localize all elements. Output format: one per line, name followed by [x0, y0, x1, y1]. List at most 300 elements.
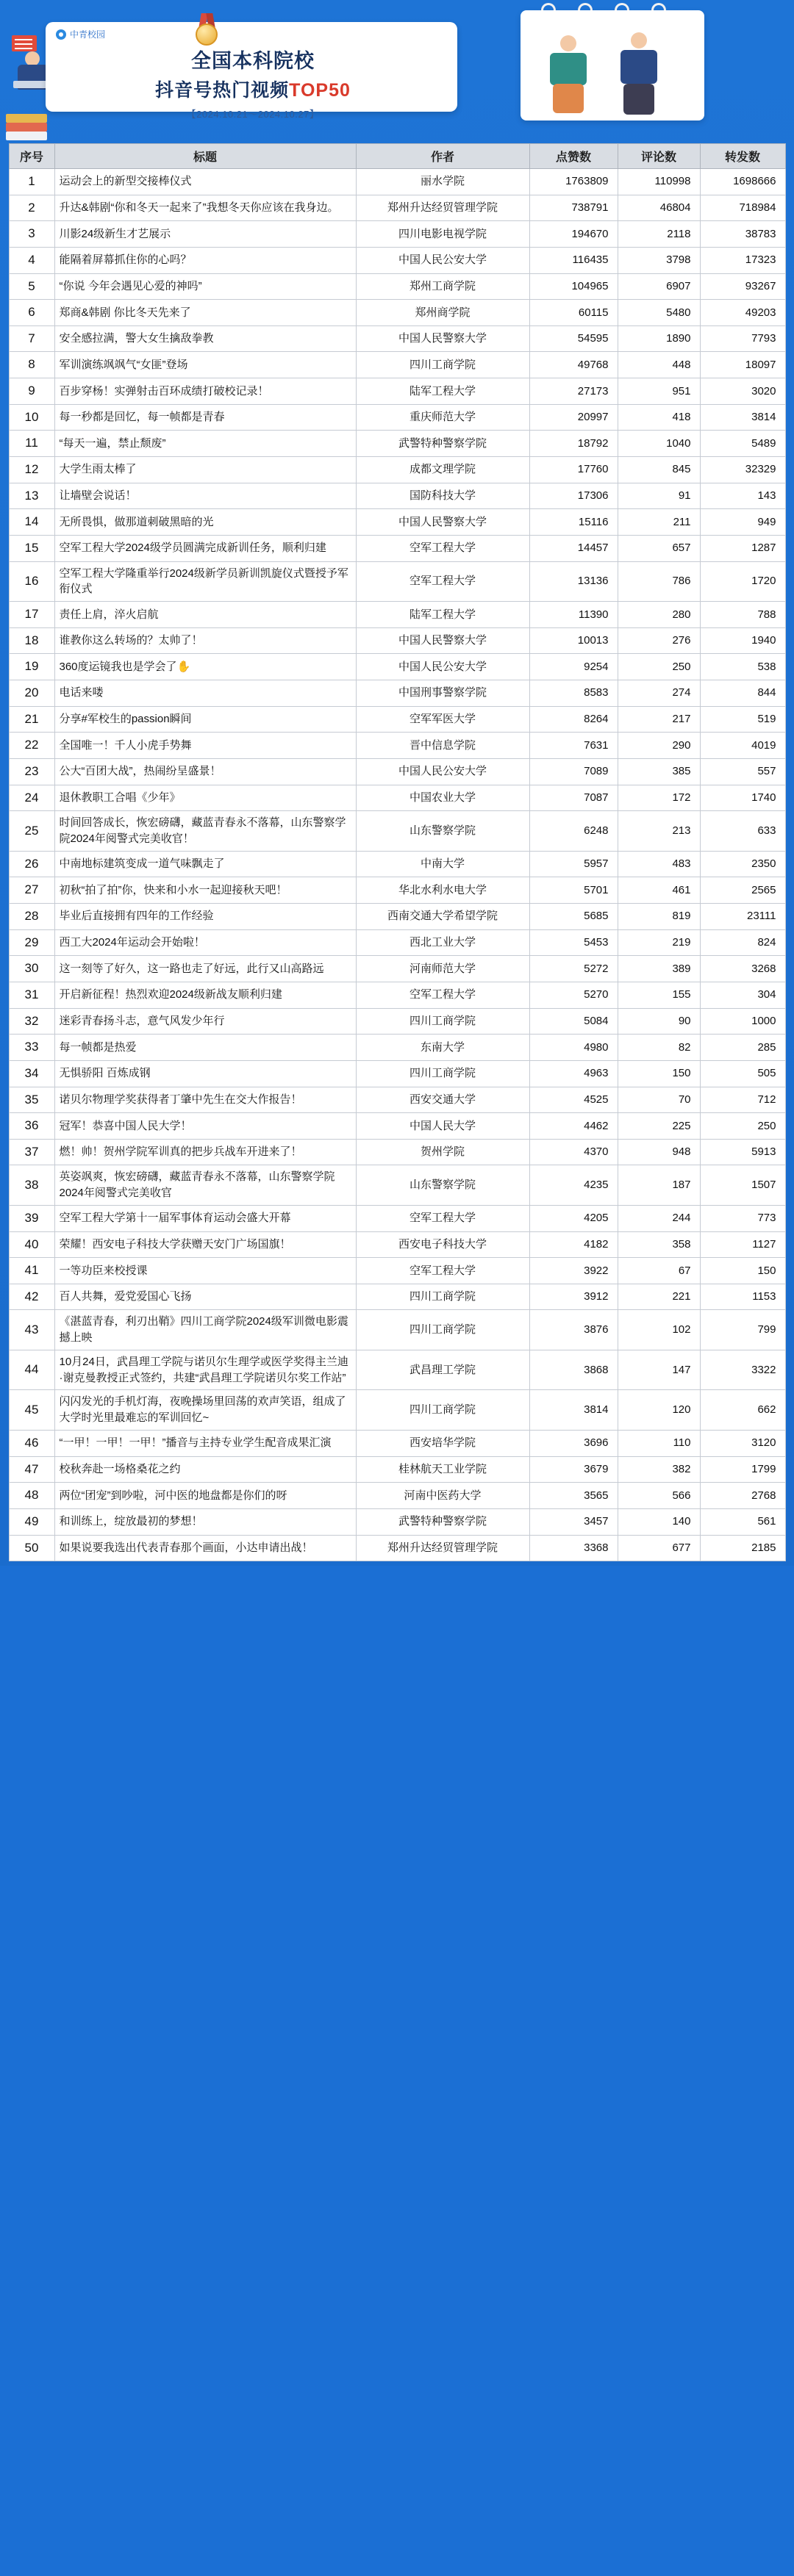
likes-cell: 3922: [529, 1258, 618, 1284]
table-row: [9, 325, 785, 352]
shares-cell: 3020: [700, 378, 785, 405]
table-header-row: [9, 144, 785, 169]
title-cell: 毕业后直接拥有四年的工作经验: [54, 904, 356, 930]
col-rank: 序号: [9, 144, 54, 169]
likes-cell: 4370: [529, 1139, 618, 1165]
author-cell: 空军工程大学: [356, 561, 529, 602]
title-cell: 无惧骄阳 百炼成钢: [54, 1060, 356, 1087]
title-cell: 冠军！恭喜中国人民大学！: [54, 1113, 356, 1140]
table-row: [9, 1165, 785, 1206]
author-cell: 西南交通大学希望学院: [356, 904, 529, 930]
title-cell: 这一刻等了好久，这一路也走了好远，此行又山高路远: [54, 956, 356, 982]
rank-cell: 35: [9, 1087, 54, 1113]
title-cell: 安全感拉满，警大女生擒敌拳教: [54, 325, 356, 352]
rank-cell: 6: [9, 300, 54, 326]
title-cell: 校秋奔赴一场格桑花之约: [54, 1456, 356, 1483]
table-row: [9, 378, 785, 405]
likes-cell: 3565: [529, 1483, 618, 1509]
col-likes: 点赞数: [529, 144, 618, 169]
title-cell: 和训练上，绽放最初的梦想！: [54, 1508, 356, 1535]
likes-cell: 49768: [529, 352, 618, 378]
table-row: [9, 680, 785, 707]
table-row: [9, 1139, 785, 1165]
rank-cell: 42: [9, 1284, 54, 1310]
author-cell: 中国人民警察大学: [356, 627, 529, 654]
author-cell: 中国人民公安大学: [356, 654, 529, 680]
comments-cell: 1040: [618, 431, 700, 457]
shares-cell: 1287: [700, 535, 785, 561]
title-cell: 每一秒都是回忆，每一帧都是青春: [54, 404, 356, 431]
comments-cell: 1890: [618, 325, 700, 352]
table-row: [9, 404, 785, 431]
rank-cell: 48: [9, 1483, 54, 1509]
author-cell: 中南大学: [356, 851, 529, 877]
likes-cell: 60115: [529, 300, 618, 326]
shares-cell: 3120: [700, 1430, 785, 1456]
title-cell: 燃！帅！贺州学院军训真的把步兵战车开进来了！: [54, 1139, 356, 1165]
comments-cell: 90: [618, 1008, 700, 1035]
likes-cell: 5453: [529, 929, 618, 956]
author-cell: 晋中信息学院: [356, 733, 529, 759]
comments-cell: 483: [618, 851, 700, 877]
table-row: [9, 457, 785, 483]
title-cell: 中南地标建筑变成一道气味飘走了: [54, 851, 356, 877]
shares-cell: 49203: [700, 300, 785, 326]
likes-cell: 7089: [529, 758, 618, 785]
shares-cell: 1000: [700, 1008, 785, 1035]
comments-cell: 2118: [618, 221, 700, 248]
likes-cell: 3814: [529, 1390, 618, 1431]
shares-cell: 1740: [700, 785, 785, 811]
author-cell: 中国刑事警察学院: [356, 680, 529, 707]
rank-cell: 43: [9, 1310, 54, 1350]
title-cell: 电话来喽: [54, 680, 356, 707]
likes-cell: 5957: [529, 851, 618, 877]
title-cell: “一甲！一甲！一甲！”播音与主持专业学生配音成果汇演: [54, 1430, 356, 1456]
comments-cell: 120: [618, 1390, 700, 1431]
author-cell: 郑州升达经贸管理学院: [356, 195, 529, 221]
comments-cell: 91: [618, 483, 700, 509]
rank-cell: 22: [9, 733, 54, 759]
author-cell: 西安培华学院: [356, 1430, 529, 1456]
rank-cell: 18: [9, 627, 54, 654]
shares-cell: 2768: [700, 1483, 785, 1509]
comments-cell: 280: [618, 602, 700, 628]
comments-cell: 389: [618, 956, 700, 982]
shares-cell: 505: [700, 1060, 785, 1087]
table-row: [9, 1060, 785, 1087]
title-cell: 时间回答成长，恢宏磅礴，藏蓝青春永不落幕，山东警察学院2024年阅警式完美收官！: [54, 811, 356, 852]
rank-cell: 26: [9, 851, 54, 877]
author-cell: 陆军工程大学: [356, 378, 529, 405]
title-cell: 能隔着屏幕抓住你的心吗？: [54, 247, 356, 273]
comments-cell: 566: [618, 1483, 700, 1509]
comments-cell: 70: [618, 1087, 700, 1113]
comments-cell: 187: [618, 1165, 700, 1206]
shares-cell: 824: [700, 929, 785, 956]
title-cell: 退休教职工合唱《少年》: [54, 785, 356, 811]
shares-cell: 7793: [700, 325, 785, 352]
likes-cell: 54595: [529, 325, 618, 352]
comments-cell: 657: [618, 535, 700, 561]
title-cell: 空军工程大学2024级学员圆满完成新训任务，顺利归建: [54, 535, 356, 561]
shares-cell: 143: [700, 483, 785, 509]
comments-cell: 225: [618, 1113, 700, 1140]
ranking-table: [9, 143, 786, 1561]
shares-cell: 5913: [700, 1139, 785, 1165]
table-row: [9, 1508, 785, 1535]
shares-cell: 285: [700, 1035, 785, 1061]
shares-cell: 304: [700, 982, 785, 1008]
comments-cell: 948: [618, 1139, 700, 1165]
title-cell: 一等功臣来校授课: [54, 1258, 356, 1284]
shares-cell: 32329: [700, 457, 785, 483]
shares-cell: 2185: [700, 1535, 785, 1561]
comments-cell: 213: [618, 811, 700, 852]
likes-cell: 194670: [529, 221, 618, 248]
title-cell: 谁教你这么转场的？太帅了！: [54, 627, 356, 654]
comments-cell: 211: [618, 509, 700, 536]
col-comments: 评论数: [618, 144, 700, 169]
rank-cell: 24: [9, 785, 54, 811]
title-cell: 郑商&韩剧 你比冬天先来了: [54, 300, 356, 326]
shares-cell: 1153: [700, 1284, 785, 1310]
title-cell: 无所畏惧，做那道刺破黑暗的光: [54, 509, 356, 536]
likes-cell: 9254: [529, 654, 618, 680]
rank-cell: 40: [9, 1231, 54, 1258]
title-cell: 闪闪发光的手机灯海，夜晚操场里回荡的欢声笑语，组成了大学时光里最难忘的军训回忆~: [54, 1390, 356, 1431]
rank-cell: 30: [9, 956, 54, 982]
title-cell: 大学生雨太棒了: [54, 457, 356, 483]
shares-cell: 557: [700, 758, 785, 785]
table-row: [9, 535, 785, 561]
title-cell: “你说 今年会遇见心爱的神吗”: [54, 273, 356, 300]
rank-cell: 13: [9, 483, 54, 509]
comments-cell: 290: [618, 733, 700, 759]
author-cell: 四川工商学院: [356, 1310, 529, 1350]
comments-cell: 140: [618, 1508, 700, 1535]
likes-cell: 6248: [529, 811, 618, 852]
shares-cell: 5489: [700, 431, 785, 457]
shares-cell: 519: [700, 706, 785, 733]
title-cell: 百人共舞，爱党爱国心飞扬: [54, 1284, 356, 1310]
author-cell: 东南大学: [356, 1035, 529, 1061]
author-cell: 丽水学院: [356, 169, 529, 195]
comments-cell: 244: [618, 1205, 700, 1231]
rank-cell: 28: [9, 904, 54, 930]
rank-cell: 32: [9, 1008, 54, 1035]
title-card: [46, 22, 457, 120]
rank-cell: 33: [9, 1035, 54, 1061]
rank-cell: 19: [9, 654, 54, 680]
likes-cell: 5685: [529, 904, 618, 930]
author-cell: 四川工商学院: [356, 352, 529, 378]
title-cell: 诺贝尔物理学奖获得者丁肇中先生在交大作报告！: [54, 1087, 356, 1113]
likes-cell: 18792: [529, 431, 618, 457]
likes-cell: 13136: [529, 561, 618, 602]
shares-cell: 773: [700, 1205, 785, 1231]
likes-cell: 1763809: [529, 169, 618, 195]
shares-cell: 38783: [700, 221, 785, 248]
col-author: 作者: [356, 144, 529, 169]
table-row: [9, 431, 785, 457]
title-cell: 百步穿杨！实弹射击百环成绩打破校记录！: [54, 378, 356, 405]
rank-cell: 39: [9, 1205, 54, 1231]
table-row: [9, 851, 785, 877]
likes-cell: 5084: [529, 1008, 618, 1035]
title-cell: 运动会上的新型交接棒仪式: [54, 169, 356, 195]
rank-cell: 5: [9, 273, 54, 300]
title-cell: “每天一遍，禁止颓废”: [54, 431, 356, 457]
shares-cell: 538: [700, 654, 785, 680]
likes-cell: 11390: [529, 602, 618, 628]
comments-cell: 155: [618, 982, 700, 1008]
likes-cell: 7631: [529, 733, 618, 759]
author-cell: 武警特种警察学院: [356, 431, 529, 457]
rank-cell: 9: [9, 378, 54, 405]
author-cell: 武警特种警察学院: [356, 1508, 529, 1535]
table-row: [9, 247, 785, 273]
col-title: 标题: [54, 144, 356, 169]
author-cell: 四川工商学院: [356, 1390, 529, 1431]
likes-cell: 10013: [529, 627, 618, 654]
table-row: [9, 785, 785, 811]
shares-cell: 949: [700, 509, 785, 536]
likes-cell: 3876: [529, 1310, 618, 1350]
title-cell: 初秋“拍了拍”你，快来和小水一起迎接秋天吧！: [54, 877, 356, 904]
likes-cell: 3457: [529, 1508, 618, 1535]
rank-cell: 34: [9, 1060, 54, 1087]
likes-cell: 4462: [529, 1113, 618, 1140]
comments-cell: 172: [618, 785, 700, 811]
rank-cell: 11: [9, 431, 54, 457]
author-cell: 郑州工商学院: [356, 273, 529, 300]
author-cell: 西北工业大学: [356, 929, 529, 956]
rank-cell: 21: [9, 706, 54, 733]
author-cell: 贺州学院: [356, 1139, 529, 1165]
likes-cell: 3368: [529, 1535, 618, 1561]
comments-cell: 448: [618, 352, 700, 378]
author-cell: 河南师范大学: [356, 956, 529, 982]
table-row: [9, 1430, 785, 1456]
comments-cell: 951: [618, 378, 700, 405]
rank-cell: 50: [9, 1535, 54, 1561]
table-row: [9, 982, 785, 1008]
author-cell: 河南中医药大学: [356, 1483, 529, 1509]
shares-cell: 3268: [700, 956, 785, 982]
title-cell: 每一帧都是热爱: [54, 1035, 356, 1061]
rank-cell: 49: [9, 1508, 54, 1535]
table-row: [9, 561, 785, 602]
title-cell: 西工大2024年运动会开始啦！: [54, 929, 356, 956]
likes-cell: 4980: [529, 1035, 618, 1061]
rank-cell: 27: [9, 877, 54, 904]
shares-cell: 662: [700, 1390, 785, 1431]
table-row: [9, 627, 785, 654]
shares-cell: 561: [700, 1508, 785, 1535]
table-row: [9, 1390, 785, 1431]
comments-cell: 110998: [618, 169, 700, 195]
shares-cell: 150: [700, 1258, 785, 1284]
rank-cell: 23: [9, 758, 54, 785]
table-row: [9, 483, 785, 509]
shares-cell: 1720: [700, 561, 785, 602]
table-row: [9, 811, 785, 852]
rank-cell: 17: [9, 602, 54, 628]
comments-cell: 786: [618, 561, 700, 602]
table-row: [9, 1456, 785, 1483]
page-title: 全国本科院校: [191, 50, 315, 72]
likes-cell: 4205: [529, 1205, 618, 1231]
title-cell: 空军工程大学隆重举行2024级新学员新训凯旋仪式暨授予军衔仪式: [54, 561, 356, 602]
author-cell: 四川工商学院: [356, 1060, 529, 1087]
author-cell: 西安交通大学: [356, 1087, 529, 1113]
shares-cell: 1507: [700, 1165, 785, 1206]
likes-cell: 4182: [529, 1231, 618, 1258]
table-row: [9, 1087, 785, 1113]
table-row: [9, 352, 785, 378]
author-cell: 四川工商学院: [356, 1284, 529, 1310]
comments-cell: 67: [618, 1258, 700, 1284]
title-cell: 两位“团宠”到吵啦，河中医的地盘都是你们的呀: [54, 1483, 356, 1509]
poster-header: [0, 0, 794, 143]
shares-cell: 1940: [700, 627, 785, 654]
comments-cell: 276: [618, 627, 700, 654]
col-shares: 转发数: [700, 144, 785, 169]
title-cell: 升达&韩剧“你和冬天一起来了”我想冬天你应该在我身边。: [54, 195, 356, 221]
rank-cell: 16: [9, 561, 54, 602]
title-cell: 责任上肩，淬火启航: [54, 602, 356, 628]
title-cell: 《湛蓝青春，利刃出鞘》四川工商学院2024级军训微电影震撼上映: [54, 1310, 356, 1350]
likes-cell: 5270: [529, 982, 618, 1008]
likes-cell: 14457: [529, 535, 618, 561]
likes-cell: 8583: [529, 680, 618, 707]
author-cell: 陆军工程大学: [356, 602, 529, 628]
title-cell: 10月24日，武昌理工学院与诺贝尔生理学或医学奖得主兰迪·谢克曼教授正式签约，共建“武昌理工学院诺贝尔奖工作站”: [54, 1350, 356, 1390]
shares-cell: 844: [700, 680, 785, 707]
table-row: [9, 956, 785, 982]
likes-cell: 8264: [529, 706, 618, 733]
rank-cell: 29: [9, 929, 54, 956]
title-cell: 全国唯一！千人小虎手势舞: [54, 733, 356, 759]
comments-cell: 418: [618, 404, 700, 431]
table-row: [9, 195, 785, 221]
title-cell: 荣耀！西安电子科技大学获赠天安门广场国旗！: [54, 1231, 356, 1258]
rank-cell: 15: [9, 535, 54, 561]
shares-cell: 712: [700, 1087, 785, 1113]
comments-cell: 110: [618, 1430, 700, 1456]
shares-cell: 2565: [700, 877, 785, 904]
rank-cell: 3: [9, 221, 54, 248]
comments-cell: 819: [618, 904, 700, 930]
shares-cell: 1127: [700, 1231, 785, 1258]
author-cell: 四川工商学院: [356, 1008, 529, 1035]
author-cell: 中国人民公安大学: [356, 247, 529, 273]
table-row: [9, 509, 785, 536]
shares-cell: 2350: [700, 851, 785, 877]
shares-cell: 799: [700, 1310, 785, 1350]
table-row: [9, 904, 785, 930]
page-subtitle: [56, 76, 450, 102]
rank-cell: 31: [9, 982, 54, 1008]
author-cell: 西安电子科技大学: [356, 1231, 529, 1258]
rank-cell: 38: [9, 1165, 54, 1206]
rank-cell: 47: [9, 1456, 54, 1483]
comments-cell: 250: [618, 654, 700, 680]
comments-cell: 102: [618, 1310, 700, 1350]
likes-cell: 3679: [529, 1456, 618, 1483]
comments-cell: 219: [618, 929, 700, 956]
shares-cell: 93267: [700, 273, 785, 300]
rank-cell: 46: [9, 1430, 54, 1456]
title-cell: 军训演练飒飒气“女匪”登场: [54, 352, 356, 378]
table-row: [9, 758, 785, 785]
author-cell: 桂林航天工业学院: [356, 1456, 529, 1483]
comments-cell: 845: [618, 457, 700, 483]
shares-cell: 17323: [700, 247, 785, 273]
notebook-icon: [521, 10, 704, 120]
author-cell: 空军工程大学: [356, 1258, 529, 1284]
author-cell: 国防科技大学: [356, 483, 529, 509]
likes-cell: 17306: [529, 483, 618, 509]
comments-cell: 274: [618, 680, 700, 707]
author-cell: 中国人民警察大学: [356, 509, 529, 536]
table-row: [9, 1113, 785, 1140]
title-cell: 360度运镜我也是学会了✋: [54, 654, 356, 680]
author-cell: 中国农业大学: [356, 785, 529, 811]
shares-cell: 3814: [700, 404, 785, 431]
rank-cell: 4: [9, 247, 54, 273]
rank-cell: 12: [9, 457, 54, 483]
table-row: [9, 1258, 785, 1284]
author-cell: 空军工程大学: [356, 1205, 529, 1231]
table-row: [9, 1483, 785, 1509]
likes-cell: 3696: [529, 1430, 618, 1456]
comments-cell: 3798: [618, 247, 700, 273]
likes-cell: 20997: [529, 404, 618, 431]
table-row: [9, 300, 785, 326]
rank-cell: 14: [9, 509, 54, 536]
comments-cell: 5480: [618, 300, 700, 326]
table-row: [9, 1284, 785, 1310]
comments-cell: 358: [618, 1231, 700, 1258]
title-cell: 如果说要我选出代表青春那个画面，小达申请出战！: [54, 1535, 356, 1561]
table-row: [9, 273, 785, 300]
rank-cell: 44: [9, 1350, 54, 1390]
author-cell: 重庆师范大学: [356, 404, 529, 431]
table-row: [9, 602, 785, 628]
likes-cell: 5701: [529, 877, 618, 904]
author-cell: 四川电影电视学院: [356, 221, 529, 248]
shares-cell: 4019: [700, 733, 785, 759]
comments-cell: 46804: [618, 195, 700, 221]
rank-cell: 1: [9, 169, 54, 195]
shares-cell: 18097: [700, 352, 785, 378]
student-avatar-icon: [25, 51, 40, 66]
table-row: [9, 1535, 785, 1561]
comments-cell: 147: [618, 1350, 700, 1390]
rank-cell: 10: [9, 404, 54, 431]
shares-cell: 23111: [700, 904, 785, 930]
title-cell: 让墙壁会说话！: [54, 483, 356, 509]
author-cell: 成都文理学院: [356, 457, 529, 483]
rank-cell: 41: [9, 1258, 54, 1284]
table-row: [9, 1310, 785, 1350]
author-cell: 空军军医大学: [356, 706, 529, 733]
comments-cell: 221: [618, 1284, 700, 1310]
likes-cell: 116435: [529, 247, 618, 273]
likes-cell: 104965: [529, 273, 618, 300]
